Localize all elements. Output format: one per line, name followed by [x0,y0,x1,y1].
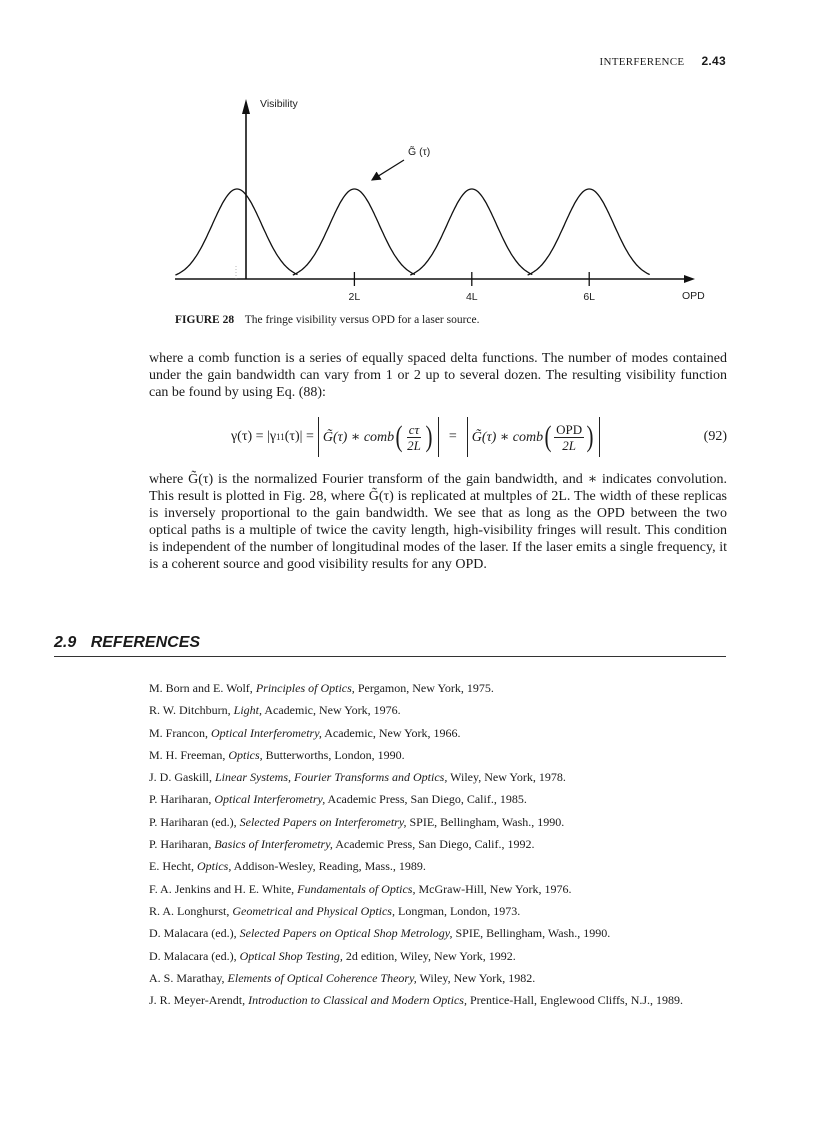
annotation-label: G̃ (τ) [408,146,431,158]
eq-lhs: γ(τ) = |γ [231,429,277,444]
reference-pre: P. Hariharan, [149,792,215,807]
eq-lhs-sub: 11 [276,432,285,442]
reference-post: Longman, London, 1973. [394,903,521,918]
figure-caption [175,314,695,326]
reference-post: Wiley, New York, 1978. [447,770,566,785]
reference-item [149,859,727,874]
x-axis-label: OPD [682,290,705,302]
running-head [500,54,726,70]
x-tick-label: 4L [465,291,478,303]
abs-bar [318,417,319,457]
visibility-peak [175,189,297,275]
reference-pre: R. W. Ditchburn, [149,703,234,718]
reference-item [149,815,727,830]
eq-g1: G̃(τ) ∗ comb [322,429,395,445]
eq-frac2-num: OPD [556,421,583,437]
eq-frac-2 [554,422,584,453]
reference-title: Optical Interferometry, [211,725,322,740]
reference-pre: D. Malacara (ed.), [149,926,240,941]
x-tick-label: 2L [348,291,361,303]
reference-title: Introduction to Classical and Modern Optics, [248,993,467,1008]
reference-item [149,792,727,807]
reference-item [149,703,727,718]
reference-post: Academic, New York, 1976. [262,703,401,718]
figure-number: FIGURE 28 [175,314,235,326]
reference-item [149,926,727,941]
abs-bar [438,417,439,457]
visibility-peak [410,189,532,275]
reference-title: Geometrical and Physical Optics, [232,903,395,918]
reference-title: Linear Systems, Fourier Transforms and Optics, [215,770,448,785]
reference-post: Academic Press, San Diego, Calif., 1992. [332,837,535,852]
eq-g2: G̃(τ) ∗ comb [471,429,544,445]
reference-pre: P. Hariharan, [149,837,215,852]
x-tick-label: 6L [583,291,596,303]
reference-item [149,748,727,763]
figure-caption-text: The fringe visibility versus OPD for a laser source. [244,314,480,326]
reference-item [149,904,727,919]
eq-equals: = [448,429,457,444]
reference-pre: M. Born and E. Wolf, [149,681,256,695]
reference-item [149,681,727,696]
section-heading [54,634,726,657]
y-axis-label: Visibility [260,98,298,110]
y-axis-arrow [242,99,250,114]
reference-post: Butterworths, London, 1990. [262,747,405,762]
paren-open: ( [395,420,403,453]
reference-post: Addison-Wesley, Reading, Mass., 1989. [231,859,426,874]
running-head-section: INTERFERENCE [599,56,685,68]
reference-pre: M. Francon, [149,725,211,740]
reference-pre: F. A. Jenkins and H. E. White, [149,881,298,896]
reference-title: Selected Papers on Interferometry, [239,814,407,829]
page-number: 2.43 [701,54,726,68]
reference-post: SPIE, Bellingham, Wash., 1990. [406,814,565,829]
paren-close: ) [586,420,594,453]
equation-92 [149,410,727,466]
body-paragraph-2: where G̃(τ) is the normalized Fourier transform of the gain bandwidth, and ∗ indicates convolution. This result is plotted in Fig. 28, where G̃(τ) is replicated at multples of 2L. The width of these replicas is inversely proportional to the gain bandwidth. We see that as long as the OPD between the two optical paths is a multiple of twice the cavity length, high-visibility fringes will result. This condition is independent of the number of longitudinal modes of the laser. If the laser emits a single frequency, it is a coherent source and good visibility results for any OPD. [149,472,727,572]
reference-item [149,949,727,964]
reference-pre: A. S. Marathay, [149,970,228,985]
reference-title: Fundamentals of Optics, [297,881,416,896]
reference-pre: J. R. Meyer-Arendt, [149,993,249,1008]
figure-28 [150,90,710,305]
eq-frac1-den: 2L [407,437,421,453]
reference-post: Wiley, New York, 1982. [416,970,536,985]
reference-title: Optics, [228,747,263,762]
reference-post: Pergamon, New York, 1975. [354,681,494,695]
section-title: REFERENCES [90,634,201,651]
reference-post: Academic, New York, 1966. [321,725,461,740]
paren-close: ) [425,420,433,453]
reference-pre: M. H. Freeman, [149,747,229,762]
reference-title: Optics, [196,859,232,874]
reference-item [149,837,727,852]
abs-bar [599,417,600,457]
reference-title: Optical Shop Testing, [239,948,343,963]
reference-pre: E. Hecht, [149,859,197,874]
reference-pre: J. D. Gaskill, [149,770,215,785]
reference-item [149,882,727,897]
reference-post: McGraw-Hill, New York, 1976. [415,881,572,896]
reference-item [149,770,727,785]
reference-post: SPIE, Bellingham, Wash., 1990. [452,926,611,941]
reference-title: Elements of Optical Coherence Theory, [227,970,417,985]
paren-open: ( [544,420,552,453]
reference-post: 2d edition, Wiley, New York, 1992. [342,948,516,963]
annotation-arrow [372,160,404,180]
eq-lhs-end: (τ)| = [284,429,314,444]
reference-item [149,726,727,741]
visibility-peak [293,189,415,275]
reference-pre: D. Malacara (ed.), [149,948,240,963]
reference-pre: R. A. Longhurst, [149,903,233,918]
x-axis-arrow [684,275,695,283]
eq-frac1-num: cτ [408,421,420,437]
reference-post: Academic Press, San Diego, Calif., 1985. [325,792,527,807]
reference-title: Selected Papers on Optical Shop Metrology, [239,926,453,941]
reference-title: Light, [233,703,263,718]
reference-pre: P. Hariharan (ed.), [149,814,240,829]
visibility-chart [150,90,710,305]
body-paragraph-1: where a comb function is a series of equally spaced delta functions. The number of modes contained under the gain bandwidth can vary from 1 or 2 up to several dozen. The resulting visibility function can be found by using Eq. (88): [149,351,727,400]
reference-item [149,971,727,986]
reference-post: Prentice-Hall, Englewood Cliffs, N.J., 1989. [466,993,684,1008]
reference-title: Basics of Interferometry, [214,837,333,852]
visibility-peak [528,189,650,275]
equation-body [231,413,604,461]
eq-frac2-den: 2L [562,437,576,453]
reference-title: Principles of Optics, [255,681,355,695]
eq-frac-1 [405,422,423,453]
section-number: 2.9 [54,634,77,651]
reference-list [149,681,727,1015]
abs-bar [467,417,468,457]
reference-title: Optical Interferometry, [214,792,326,807]
equation-number: (92) [703,429,727,444]
reference-item [149,993,727,1008]
